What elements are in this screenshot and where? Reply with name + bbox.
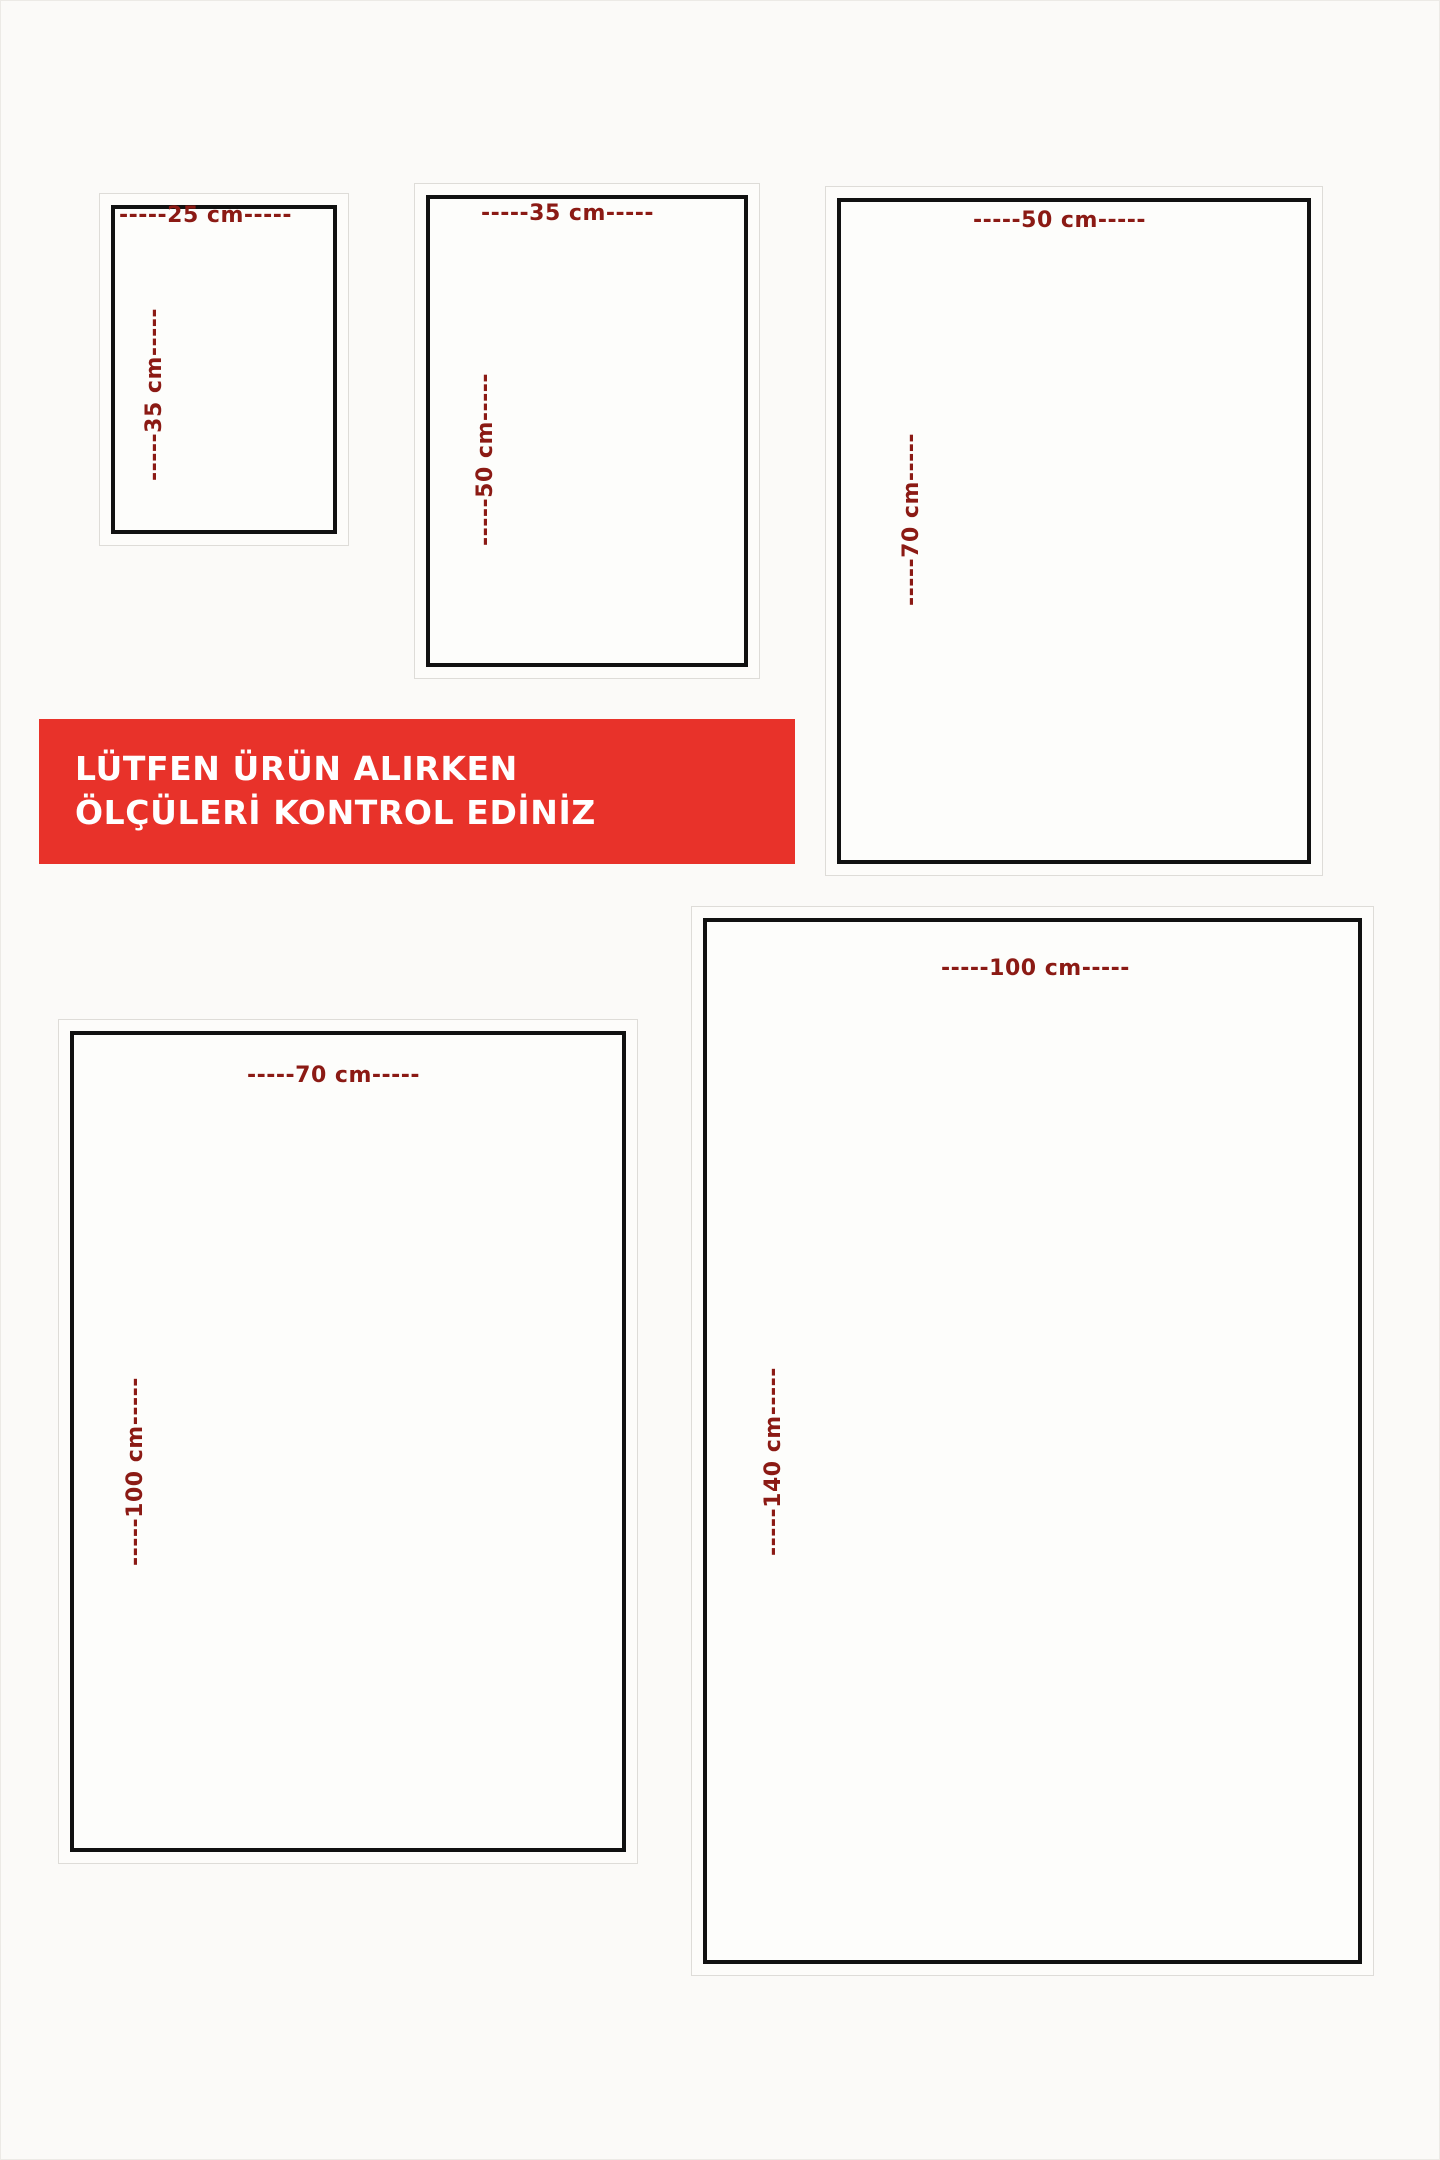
frame-50x70-height-label: -----70 cm----- — [899, 432, 924, 606]
frame-100x140-width-label: -----100 cm----- — [941, 956, 1130, 981]
frame-50x70-width-label: -----50 cm----- — [973, 208, 1147, 233]
frame-100x140-inner — [703, 918, 1362, 1964]
frame-25x35 — [99, 193, 349, 546]
frame-70x100-inner — [70, 1031, 626, 1852]
warning-banner — [39, 719, 795, 864]
frame-25x35-height-label: -----35 cm----- — [142, 307, 167, 481]
frame-70x100-height-label: -----100 cm----- — [123, 1377, 148, 1566]
frame-35x50-height-label: -----50 cm----- — [473, 372, 498, 546]
frame-35x50-width-label: -----35 cm----- — [481, 201, 655, 226]
frame-70x100-width-label: -----70 cm----- — [247, 1063, 421, 1088]
frame-35x50 — [414, 183, 760, 679]
frame-25x35-width-label: -----25 cm----- — [119, 203, 293, 228]
frame-100x140 — [691, 906, 1374, 1976]
warning-line-1: LÜTFEN ÜRÜN ALIRKEN — [75, 748, 518, 788]
warning-line-2: ÖLÇÜLERİ KONTROL EDİNİZ — [75, 792, 596, 832]
frame-100x140-height-label: -----140 cm----- — [761, 1367, 786, 1556]
